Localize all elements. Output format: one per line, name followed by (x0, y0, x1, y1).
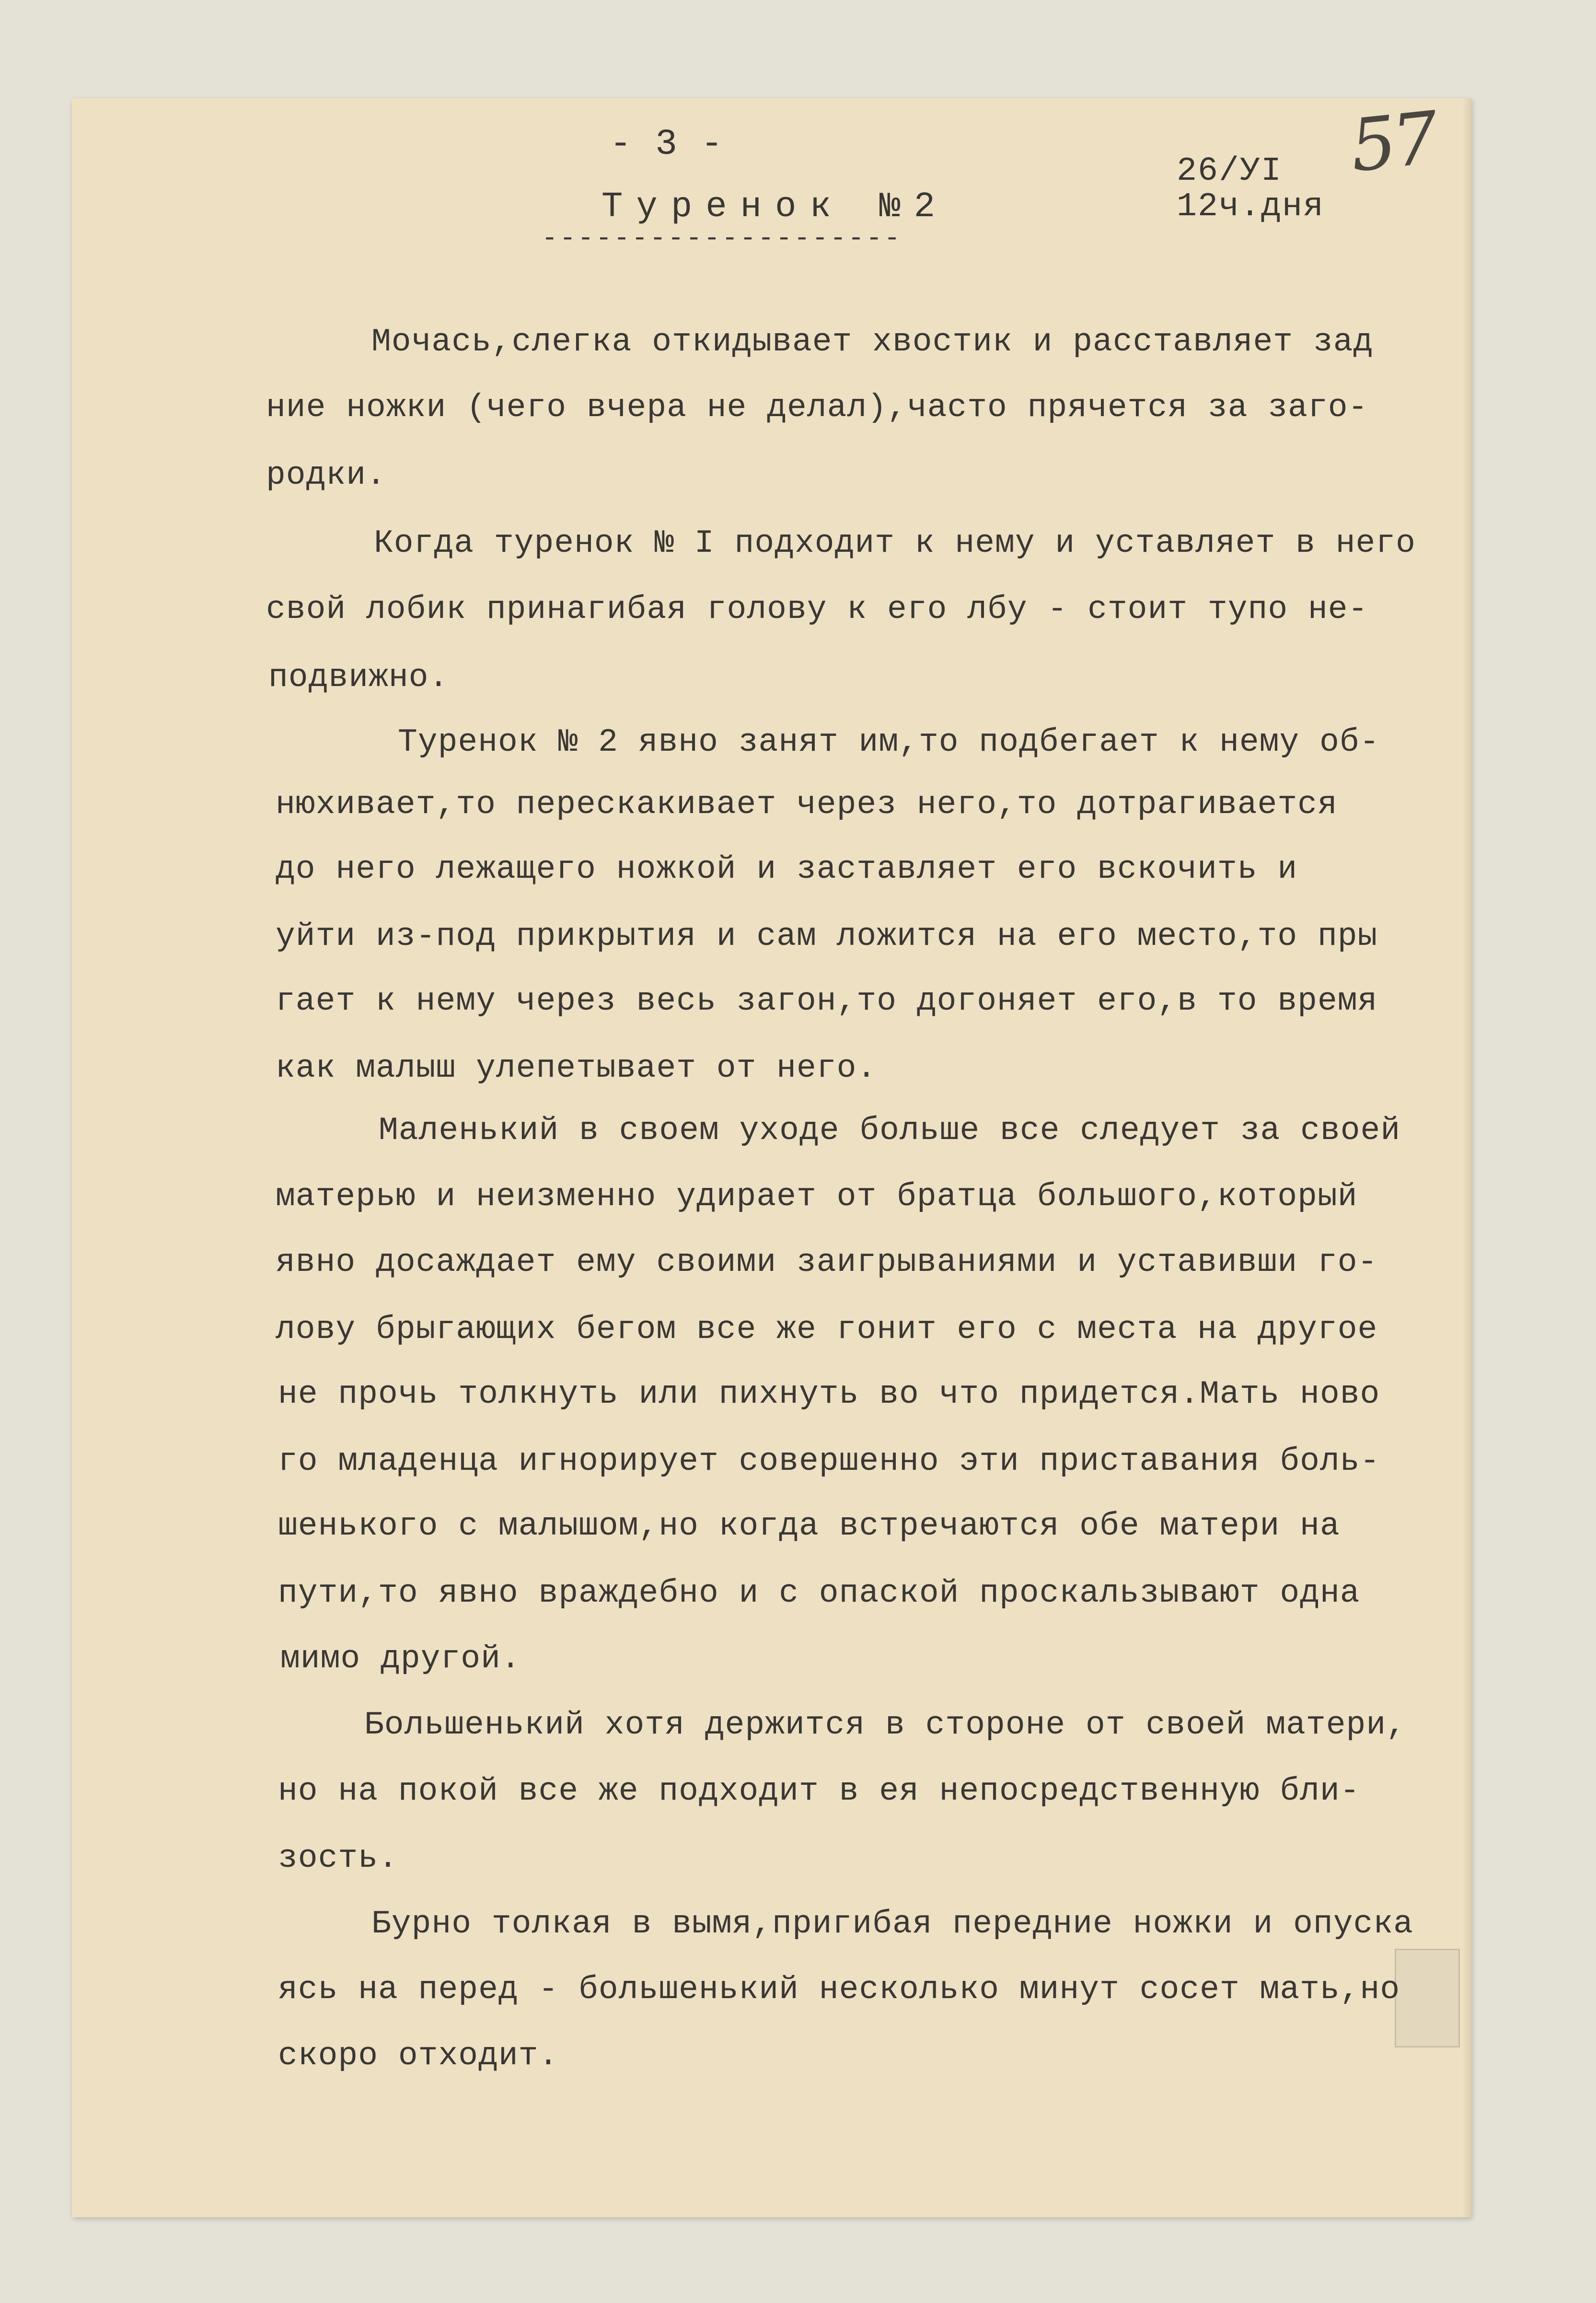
document-title: Туренок №2 (601, 187, 949, 227)
body-line: нюхивает,то перескакивает через него,то дотрагивается (276, 786, 1338, 823)
body-line: зость. (278, 1840, 398, 1877)
body-line: Маленький в своем уходе больше все следует за своей (379, 1112, 1401, 1149)
archive-stamp-mark (1395, 1949, 1460, 2047)
entry-date: 26/УI (1177, 152, 1283, 190)
body-line: не прочь толкнуть или пихнуть во что придется.Мать ново (278, 1376, 1380, 1413)
body-line: шенького с малышом,но когда встречаются обе матери на (278, 1508, 1340, 1545)
body-line: скоро отходит. (278, 2037, 559, 2074)
body-line: уйти из-под прикрытия и сам ложится на его место,то пры (276, 918, 1378, 955)
body-line: гает к нему через весь загон,то догоняет его,в то время (276, 983, 1378, 1020)
body-line: до него лежащего ножкой и заставляет его вскочить и (276, 851, 1298, 888)
body-line: мимо другой. (280, 1640, 521, 1677)
body-line: явно досаждает ему своими заигрываниями и уставивши го- (276, 1244, 1378, 1281)
body-line: Туренок № 2 явно занят им,то подбегает к нему об- (398, 724, 1380, 761)
body-line: пути,то явно враждебно и с опаской проскальзывают одна (278, 1575, 1360, 1612)
title-underline: -------------------- (542, 223, 902, 254)
entry-time: 12ч.дня (1177, 188, 1325, 226)
body-line: Бурно толкая в вымя,пригибая передние ножки и опуска (371, 1906, 1413, 1942)
body-line: родки. (266, 457, 386, 494)
body-line: го младенца игнорирует совершенно эти приставания боль- (278, 1443, 1380, 1480)
body-line: как малыш улепетывает от него. (276, 1050, 877, 1087)
body-line: Мочась,слегка откидывает хвостик и расставляет зад (371, 324, 1374, 361)
body-line: подвижно. (268, 659, 449, 696)
body-line: ясь на перед - большенький несколько минут сосет мать,но (278, 1971, 1400, 2008)
page-edge-shadow (1463, 98, 1471, 2217)
body-line: свой лобик принагибая голову к его лбу - стоит тупо не- (266, 591, 1368, 628)
page-number: - 3 - (610, 124, 724, 165)
handwritten-folio-number: 57 (1346, 96, 1439, 188)
body-line: Большенький хотя держится в стороне от своей матери, (364, 1707, 1406, 1744)
body-line: но на покой все же подходит в ея непосредственную бли- (278, 1773, 1360, 1810)
body-line: лову брыгающих бегом все же гонит его с места на другое (276, 1311, 1378, 1348)
body-line: Когда туренок № I подходит к нему и уставляет в него (374, 525, 1416, 562)
body-line: матерью и неизменно удирает от братца большого,который (276, 1178, 1358, 1215)
body-line: ние ножки (чего вчера не делал),часто прячется за заго- (266, 389, 1368, 426)
